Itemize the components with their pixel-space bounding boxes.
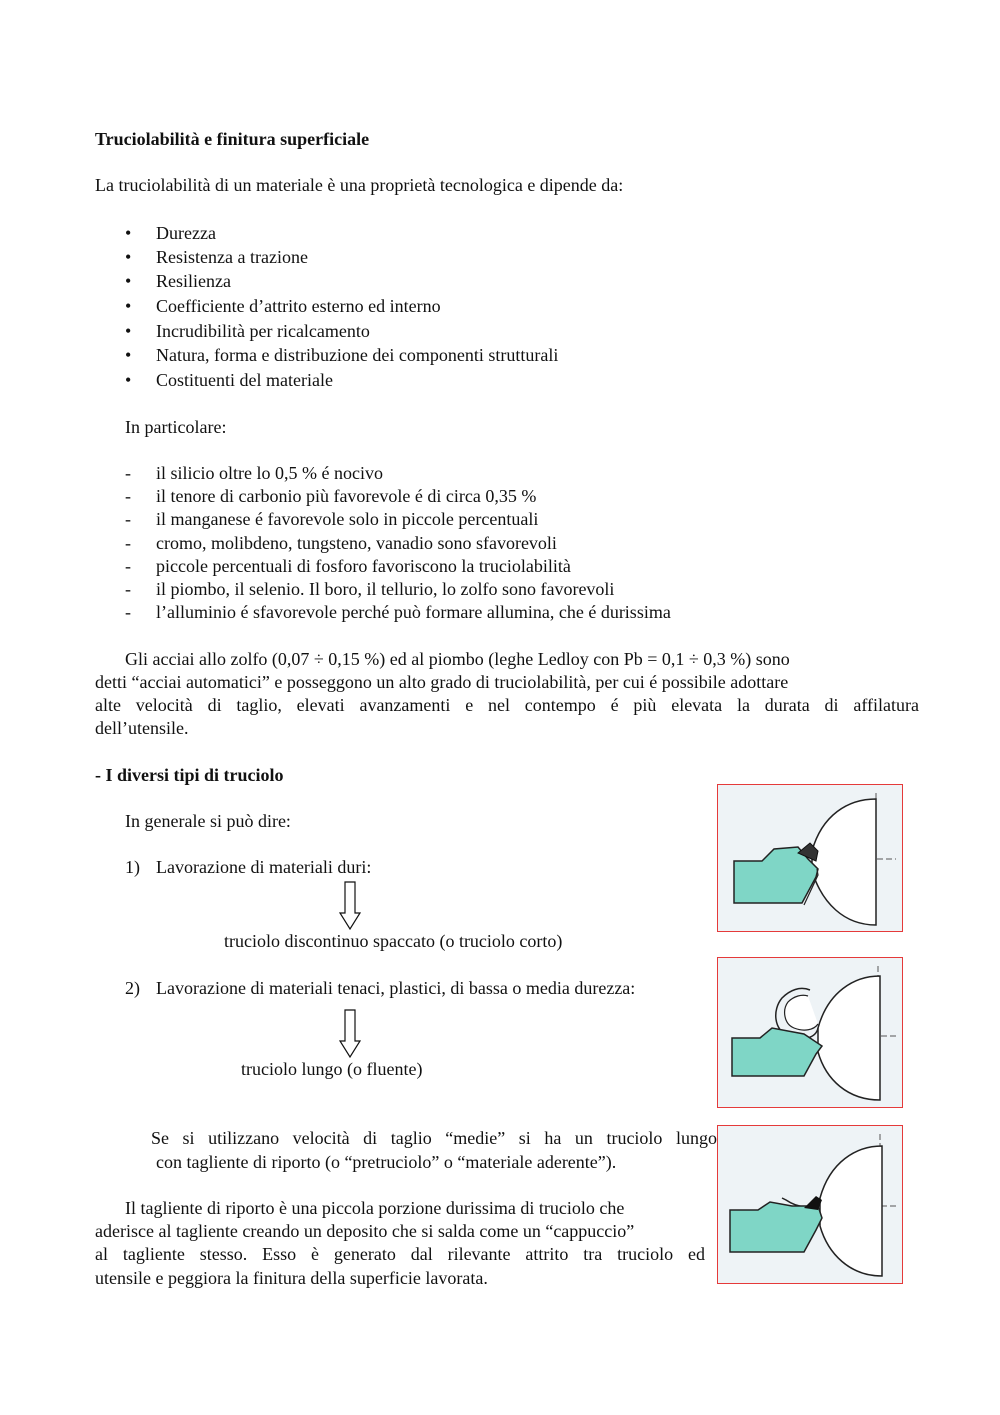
- figure-long-chip: [717, 957, 903, 1108]
- intro-paragraph: La truciolabilità di un materiale è una proprietà tecnologica e dipende da:: [95, 175, 624, 195]
- bullet-icon: •: [125, 345, 132, 365]
- dash-marker: -: [125, 533, 131, 553]
- result-short-chip: truciolo discontinuo spaccato (o truciolo corto): [224, 931, 563, 951]
- down-arrow-icon: [339, 881, 361, 931]
- result-long-chip: truciolo lungo (o fluente): [241, 1059, 423, 1079]
- down-arrow-icon: [339, 1009, 361, 1059]
- bullet-icon: •: [125, 247, 132, 267]
- section-heading: - I diversi tipi di truciolo: [95, 765, 284, 785]
- bullet-icon: •: [125, 296, 132, 316]
- case-number: 2): [125, 978, 140, 998]
- dash-marker: -: [125, 463, 131, 483]
- figure-built-up-edge-chip: [717, 1125, 903, 1284]
- bullet-icon: •: [125, 321, 132, 341]
- case-hard-materials: Lavorazione di materiali duri:: [156, 857, 372, 877]
- page-title: Truciolabilità e finitura superficiale: [95, 129, 370, 149]
- dash-marker: -: [125, 486, 131, 506]
- figure-discontinuous-chip: [717, 784, 903, 932]
- particular-label: In particolare:: [125, 417, 227, 437]
- bullet-icon: •: [125, 223, 132, 243]
- dash-marker: -: [125, 509, 131, 529]
- dash-marker: -: [125, 602, 131, 622]
- dash-marker: -: [125, 556, 131, 576]
- case-number: 1): [125, 857, 140, 877]
- bullet-icon: •: [125, 370, 132, 390]
- dash-marker: -: [125, 579, 131, 599]
- case-tough-materials: Lavorazione di materiali tenaci, plastici, di bassa o media durezza:: [156, 978, 636, 998]
- bullet-icon: •: [125, 271, 132, 291]
- general-statement: In generale si può dire:: [125, 811, 291, 831]
